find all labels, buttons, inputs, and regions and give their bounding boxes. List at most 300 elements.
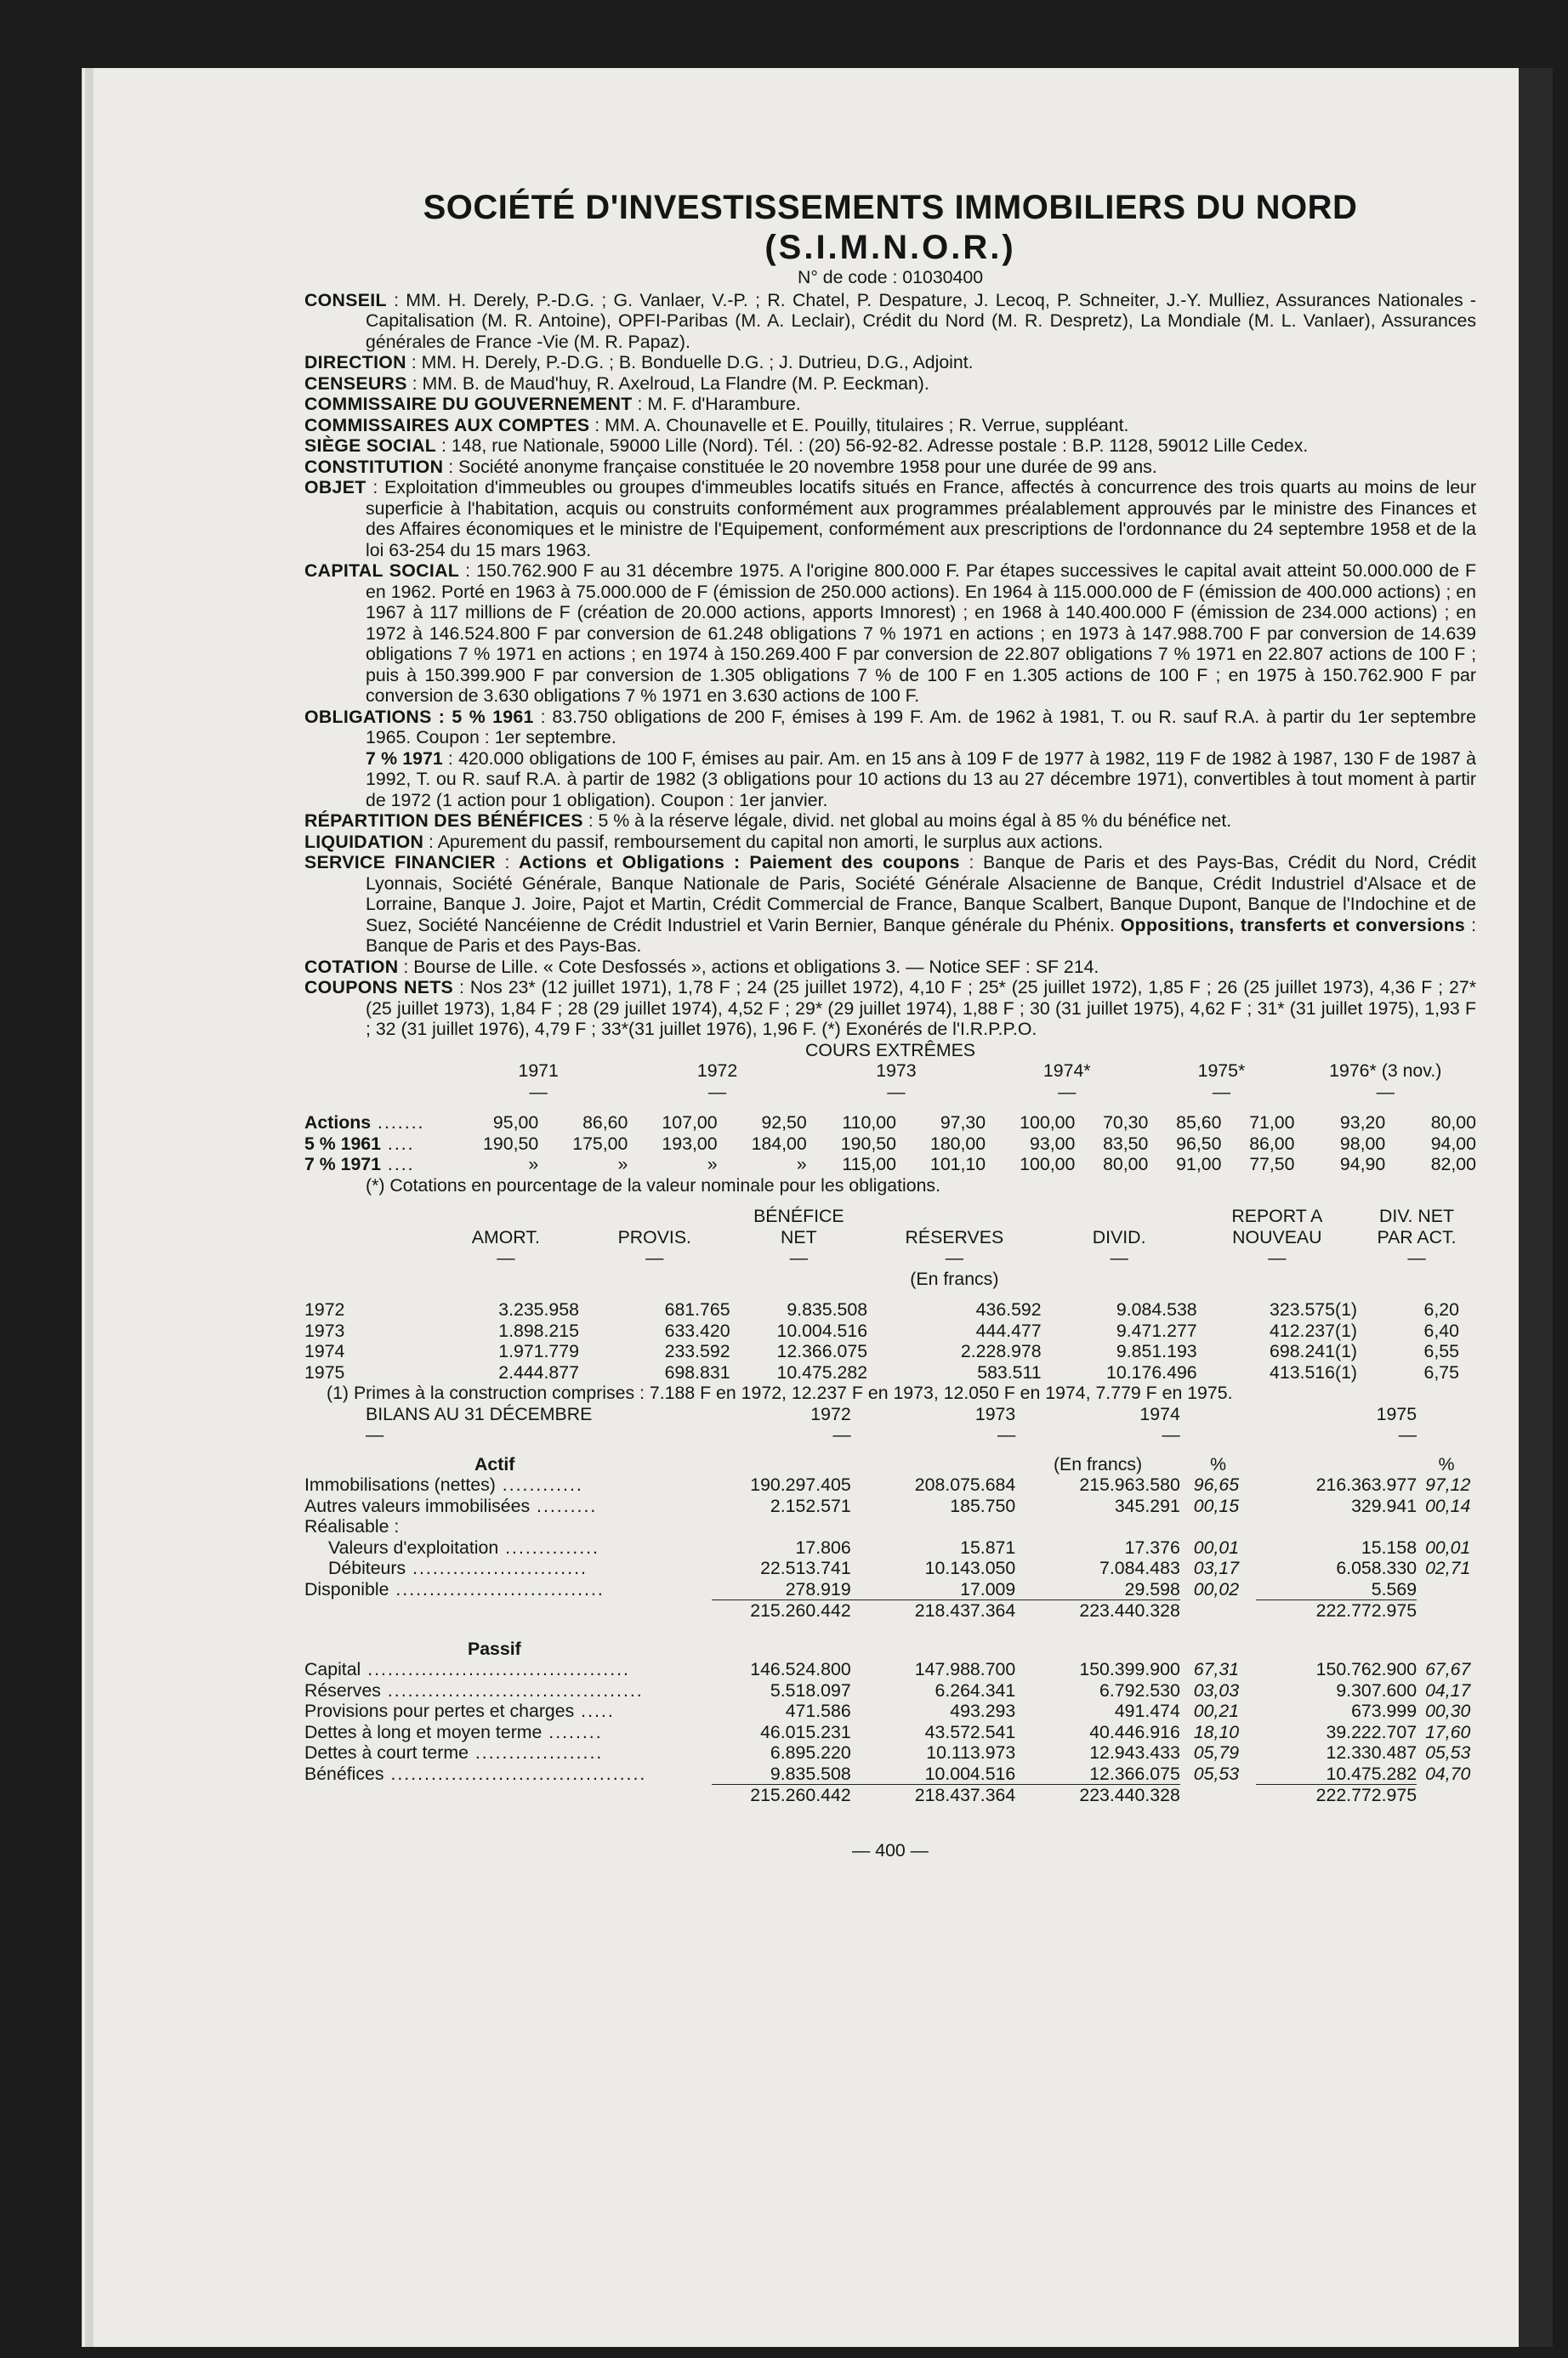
leader-dots: ..... [574,1701,615,1721]
bilans-value [1015,1516,1180,1537]
results-value: 583.511 [977,1361,1042,1383]
bilans-pct-value [1180,1516,1257,1537]
bilans-blank [1417,1600,1476,1622]
bilans-pct-value: 00,01 [1193,1537,1240,1558]
results-corner [304,1269,433,1290]
cours-label: 7 % 1971 [304,1154,381,1174]
cours-value: 91,00 [1176,1154,1222,1174]
bilans-years-row [304,1404,1476,1425]
bilans-row [304,1742,1476,1764]
bilans-row [304,1764,1476,1785]
bilans-value: 40.446.916 [1089,1721,1180,1742]
bilans-table [304,1404,1476,1806]
section-bold: Oppositions, transferts et conversions [1120,914,1466,935]
row-label: Provisions pour pertes et charges [304,1701,575,1721]
bilans-pct-value: 96,65 [1193,1474,1240,1495]
row-label: Valeurs d'exploitation [328,1537,499,1558]
company-sections [304,290,1476,748]
leader-dots: ............ [495,1474,583,1495]
results-value: 10.004.516 [776,1320,868,1341]
row-label: Disponible [304,1578,389,1599]
cours-year: 1976* (3 nov.) [1329,1060,1442,1081]
results-value: 10.176.496 [1106,1361,1197,1383]
section-label: 7 % 1971 [366,747,443,769]
results-header: DIVID. [1092,1226,1146,1247]
bilans-blank [1180,1600,1257,1622]
section-label: DIRECTION [304,352,406,372]
section-1 [304,352,1476,373]
results-header: NOUVEAU [1232,1226,1322,1247]
cours-value: 175,00 [572,1133,628,1154]
results-value: 6,75 [1423,1361,1459,1383]
cours-row-label [304,1112,449,1134]
section-label: OBLIGATIONS : 5 % 1961 [304,706,534,727]
row-label: Immobilisations (nettes) [304,1474,496,1495]
cours-value: 77,50 [1249,1154,1295,1174]
dash: — [1398,1424,1417,1445]
bilans-row-label [304,1701,712,1722]
bilans-year: 1972 [810,1403,851,1424]
dash: — [997,1424,1016,1445]
dash: — [529,1081,548,1102]
results-note: (1) Primes à la construction comprises : 7.188 F en 1972, 12.237 F en 1973, 12.050 F en 1974, 7.779 F en 1975. [327,1383,1233,1403]
bilans-value: 46.015.231 [760,1721,851,1742]
cours-value: 95,00 [492,1112,539,1133]
results-value: 9.084.538 [1116,1299,1197,1320]
bilans-total: 218.437.364 [914,1600,1016,1621]
bilans-value: 10.143.050 [924,1558,1016,1578]
bilans-value: 150.762.900 [1315,1659,1417,1679]
bilans-value: 43.572.541 [924,1721,1016,1742]
bilans-value: 22.513.741 [760,1558,851,1578]
bilans-value: 9.307.600 [1336,1679,1417,1701]
row-label: Bénéfices [304,1763,384,1784]
section-text: : Exploitation d'immeubles ou groupes d'immeubles locatifs situés en France, affectés à concurrence des trois quarts au moins de leur superficie à l'habitation, acquis ou construits conformément aux programmes préalablement approuvés par le ministre des Finances et des Affaires économiques et le ministre de l'Equipement, conformément aux prescriptions de l'ordonnance du 24 septembre 1958 et de la loi 63-254 du 15 mars 1963. [366,477,1476,560]
cours-row-label [304,1154,449,1175]
section-label: OBJET [304,477,366,497]
bilans-pct: % [1438,1453,1455,1474]
cours-value: 100,00 [1020,1112,1076,1133]
bilans-pct-value: 00,14 [1425,1495,1471,1516]
spacer [304,1289,1476,1299]
cours-year: 1971 [518,1060,559,1081]
section-text: : MM. H. Derely, P.-D.G. ; G. Vanlaer, V.-P. ; R. Chatel, P. Despature, J. Lecoq, P. Schneiter, J.-Y. Mulliez, Assurances Nationales - Capitalisation (M. R. Antoine), OPFI-Paribas (M. A. Leclair), Crédit du Nord (M. R. Despretz), La Mondiale (M. L. Vanlaer), Assurances générales de France -Vie (M. R. Papaz). [366,289,1476,352]
spacer [304,1622,1476,1639]
results-unit: (En francs) [910,1268,999,1289]
bilans-value: 5.518.097 [770,1679,851,1701]
cours-value: 86,60 [582,1112,628,1133]
results-value: 1.971.779 [498,1341,579,1361]
bilans-row [304,1579,1476,1600]
section-text: : MM. B. de Maud'huy, R. Axelroud, La Flandre (M. P. Eeckman). [406,372,929,394]
dash: — [645,1247,664,1268]
spacer-row [304,1289,1476,1299]
results-corner [304,1206,433,1227]
cours-label: Actions [304,1112,372,1133]
bilans-row [304,1496,1476,1517]
section-text: : Apurement du passif, remboursement du capital non amorti, le surplus aux actions. [423,831,1104,852]
document-body [304,187,1476,1861]
results-header-top [433,1206,579,1227]
bilans-blank [1180,1404,1257,1425]
bilans-value: 6.058.330 [1336,1558,1417,1578]
bilans-value [712,1516,851,1537]
results-value: 698.241(1) [1270,1341,1358,1361]
bilans-value: 12.330.487 [1326,1742,1417,1763]
bilans-pct-value: 05,79 [1193,1742,1240,1763]
results-year: 1972 [304,1299,345,1320]
leader-dots: ......... [530,1495,598,1516]
section-text: : 150.762.900 F au 31 décembre 1975. A l'origine 800.000 F. Par étapes successives le capital avait atteint 50.000.000 de F en 1962. Porté en 1963 à 75.000.000 de F (émission de 250.000 actions). En 1964 à 115.000.000 de F (émission de 400.000 actions) ; en 1967 à 117 millions de F (création de 20.000 actions, apports Imnorest) ; en 1968 à 140.400.000 F (émission de 234.000 actions) ; en 1972 à 146.524.800 F par conversion de 61.248 obligations 7 % 1971 en actions ; en 1973 à 147.988.700 F par conversion de 14.639 obligations 7 % 1971 en actions ; en 1974 à 150.269.400 F par conversion de 22.807 obligations 7 % 1971 en 22.807 actions de 100 F ; puis à 150.399.900 F par conversion de 1.305 obligations 7 % de 100 F en 1.305 actions de 100 F ; en 1975 à 150.762.900 F par conversion de 3.630 obligations 7 % 1971 en 3.630 actions de 100 F. [366,560,1476,706]
bilans-value: 208.075.684 [914,1474,1016,1495]
bilans-pct-value: 02,71 [1425,1558,1471,1578]
results-unit-row [304,1269,1476,1290]
results-value: 9.471.277 [1116,1320,1197,1341]
cours-value: » [796,1154,807,1174]
spacer-row [304,1446,1476,1454]
bilans-value: 329.941 [1351,1495,1417,1516]
section-label: SERVICE FINANCIER [304,852,496,872]
bilans-blank [1417,1785,1476,1806]
results-table [304,1206,1476,1383]
cours-value: 184,00 [751,1133,807,1154]
bilans-row [304,1659,1476,1680]
row-label: Réserves [304,1679,381,1701]
cours-corner [304,1060,449,1082]
bilans-row [304,1537,1476,1559]
section-text: : Bourse de Lille. « Cote Desfossés », actions et obligations 3. — Notice SEF : SF 214. [398,956,1099,977]
bilans-row-label [304,1474,712,1496]
dash: — [789,1247,808,1268]
bilans-value: 29.598 [1124,1578,1180,1599]
bilans-value: 471.586 [785,1701,851,1721]
dash: — [887,1081,906,1102]
bilans-value: 15.871 [960,1537,1016,1558]
results-value: 633.420 [664,1320,730,1341]
cours-year: 1972 [696,1060,738,1081]
bilans-value: 10.475.282 [1326,1763,1417,1784]
cours-value: 190,50 [483,1133,539,1154]
results-corner [304,1227,433,1248]
results-header-top [1042,1206,1197,1227]
bilans-value: 185.750 [950,1495,1016,1516]
bilans-row-label [304,1516,712,1537]
cours-year: 1975* [1197,1060,1246,1081]
cours-value: 97,30 [940,1112,986,1133]
bilans-value: 17.806 [795,1537,851,1558]
bilans-total: 223.440.328 [1079,1785,1180,1805]
results-header: NET [781,1226,817,1247]
results-year: 1974 [304,1341,345,1361]
results-year: 1973 [304,1320,345,1341]
leader-dots: ...................................... [380,1679,644,1701]
bilans-value: 6.264.341 [935,1679,1016,1701]
dash: — [945,1247,963,1268]
cours-dash-row [304,1082,1476,1103]
bilans-total: 215.260.442 [750,1600,851,1621]
cours-year: 1973 [876,1060,917,1081]
results-value: 1.898.215 [498,1320,579,1341]
bilans-blank [304,1785,712,1806]
bilans-value: 216.363.977 [1315,1474,1417,1495]
passif-label: Passif [468,1638,521,1659]
section-text: : Nos 23* (12 juillet 1971), 1,78 F ; 24 (25 juillet 1972), 4,10 F ; 25* (25 juillet 1972), 1,85 F ; 26 (25 juillet 1973), 4,36 F ; 27* (25 juillet 1973), 1,84 F ; 28 (29 juillet 1974), 4,52 F ; 29* (29 juillet 1974), 1,88 F ; 30 (31 juillet 1975), 4,62 F ; 31* (31 juillet 1975), 1,93 F ; 32 (31 juillet 1976), 4,79 F ; 33*(31 juillet 1976), 1,96 F. (*) Exonérés de l'I.R.P.P.O. [366,977,1477,1039]
section-text: : 83.750 obligations de 200 F, émises à 199 F. Am. de 1962 à 1981, T. ou R. sauf R.A. à partir du 1er septembre 1965. Coupon : 1er septembre. [366,706,1476,747]
cours-value: 92,50 [761,1112,807,1133]
row-label: Dettes à long et moyen terme [304,1721,543,1742]
row-label: Autres valeurs immobilisées [304,1495,531,1516]
bilans-value: 6.895.220 [770,1742,851,1763]
cours-row [304,1134,1476,1155]
row-label: Réalisable : [304,1516,400,1537]
cours-label: 5 % 1961 [304,1133,381,1154]
section-text: : Banque de Paris et des Pays-Bas, Crédit du Nord, Crédit Lyonnais, Société Générale, Banque Nationale de Paris, Société Générale Alsacienne de Banque, Crédit Industriel d'Alsace et de Lorraine, Banque J. Joire, Pajot et Martin, Crédit Commercial de France, Banque Scalbert, Banque Dupont, Banque de l'Indochine et de Suez, Société Nancéienne de Crédit Industriel et Varin Bernier, Banque générale du Phénix. [366,852,1476,935]
bilans-row [304,1722,1476,1743]
results-value: 412.237(1) [1270,1320,1358,1341]
results-value: 444.477 [975,1320,1042,1341]
bilans-blank [1256,1454,1417,1475]
cours-value: 110,00 [842,1112,896,1133]
bilans-pct-value: 00,21 [1193,1701,1240,1721]
bilans-row-label [304,1764,712,1785]
results-value: 413.516(1) [1270,1361,1358,1383]
results-row [304,1362,1476,1384]
section2-4 [304,977,1476,1040]
leader-dots: ............................... [389,1578,605,1599]
bilans-pct-value: 05,53 [1193,1763,1240,1784]
company-sections-2 [304,810,1476,1040]
bilans-value: 150.399.900 [1079,1659,1180,1679]
cours-value: » [707,1154,718,1174]
results-value: 12.366.075 [776,1341,868,1361]
bilans-pct-value: 18,10 [1193,1721,1240,1742]
bilans-dash-row [304,1424,1476,1446]
cours-years-row [304,1060,1476,1082]
bilans-value: 12.943.433 [1089,1742,1180,1763]
bilans-value: 6.792.530 [1099,1679,1180,1701]
obligation-7pct-1971 [304,748,1476,811]
cours-value: 85,60 [1176,1112,1222,1133]
section-text: : Société anonyme française constituée le 20 novembre 1958 pour une durée de 99 ans. [443,456,1157,477]
dash: — [1268,1247,1287,1268]
bilans-actif-header [304,1454,1476,1475]
cours-value: » [617,1154,628,1174]
results-header: RÉSERVES [905,1226,1004,1247]
section-4 [304,415,1476,436]
section2-3 [304,957,1476,978]
results-dash-row [304,1247,1476,1269]
bilans-value: 17.009 [960,1578,1016,1599]
section-0 [304,290,1476,353]
code-number: N° de code : 01030400 [797,267,984,287]
section-7 [304,477,1476,560]
results-value: 9.835.508 [787,1299,868,1320]
bilans-row-label [304,1742,712,1764]
leader-dots: ...................................... [383,1763,647,1784]
results-value: 6,40 [1423,1320,1459,1341]
leader-dots: .... [381,1154,415,1174]
bilans-pct-value: 00,30 [1425,1701,1471,1721]
leader-dots: ........ [542,1721,603,1742]
dash: — [1376,1081,1395,1102]
section-bold: Actions et Obligations : Paiement des coupons [519,852,960,872]
bilans-blank [851,1454,1016,1475]
section-6 [304,457,1476,478]
bilans-value: 278.919 [785,1578,851,1599]
bilans-pct-value: 00,15 [1193,1495,1240,1516]
section2-1 [304,832,1476,853]
spacer-row [304,1622,1476,1639]
bilans-pct-value: 03,17 [1193,1558,1240,1578]
bilans-pct-value: 00,02 [1193,1578,1240,1599]
section-3 [304,394,1476,415]
results-value: 436.592 [975,1299,1042,1320]
section-label: COUPONS NETS [304,977,454,997]
page-number: — 400 — [852,1839,929,1861]
dash: — [1110,1247,1128,1268]
dash: — [1162,1424,1180,1445]
section-text: : Banque de Paris et des Pays-Bas. [366,914,1476,956]
bilans-pct-value: 04,70 [1425,1763,1471,1784]
results-value: 698.831 [664,1361,730,1383]
bilans-row-label [304,1558,712,1579]
cours-value: 190,50 [840,1133,896,1154]
cours-value: 80,00 [1430,1112,1476,1133]
bilans-value: 215.963.580 [1079,1474,1180,1495]
results-value: 2.228.978 [960,1341,1042,1361]
cours-year: 1974* [1042,1060,1091,1081]
bilans-row-label [304,1579,712,1600]
bilans-row [304,1474,1476,1496]
bilans-row [304,1516,1476,1537]
section-label: SIÈGE SOCIAL [304,435,437,456]
section-label: COMMISSAIRE DU GOUVERNEMENT [304,394,633,414]
results-header-top: DIV. NET [1379,1206,1454,1226]
cours-value: 98,00 [1339,1133,1386,1154]
cours-value: 101,10 [929,1154,986,1174]
page-binding-edge [85,68,94,2347]
cours-value: 180,00 [929,1133,986,1154]
results-header-top [867,1206,1042,1227]
cours-value: 71,00 [1249,1112,1295,1133]
bilans-pct-value: 05,53 [1425,1742,1471,1763]
bilans-value: 5.569 [1371,1578,1417,1599]
results-header-top [579,1206,730,1227]
cours-value: 115,00 [842,1154,896,1174]
bilans-row-label [304,1722,712,1743]
bilans-value [851,1516,1016,1537]
section-text: : [495,852,520,872]
results-row [304,1321,1476,1342]
section2-2 [304,852,1476,957]
section-label: RÉPARTITION DES BÉNÉFICES [304,810,583,831]
document-title: SOCIÉTÉ D'INVESTISSEMENTS IMMOBILIERS DU NORD [423,189,1358,226]
bilans-value: 493.293 [950,1701,1016,1721]
results-header-top: BÉNÉFICE [753,1206,844,1226]
cours-table [304,1060,1476,1175]
cours-value: 83,50 [1103,1133,1149,1154]
results-value: 323.575(1) [1270,1299,1358,1320]
results-header: PAR ACT. [1377,1226,1457,1247]
dash: — [1407,1247,1426,1268]
bilans-row-label [304,1496,712,1517]
bilans-value: 39.222.707 [1326,1721,1417,1742]
bilans-pct-value [1417,1579,1476,1600]
bilans-row-label [304,1659,712,1680]
bilans-pct-value: 67,31 [1193,1659,1240,1679]
bilans-value: 190.297.405 [750,1474,851,1495]
results-value: 10.475.282 [776,1361,868,1383]
section-5 [304,435,1476,457]
cours-value: 86,00 [1249,1133,1295,1154]
section-text: : M. F. d'Harambure. [632,394,801,414]
results-value: 233.592 [664,1341,730,1361]
section2-0 [304,810,1476,832]
document-subtitle: (S.I.M.N.O.R.) [764,229,1016,266]
cours-value: 100,00 [1020,1154,1076,1174]
results-value: 3.235.958 [498,1299,579,1320]
results-header-row-2 [304,1227,1476,1248]
section-text: : 148, rue Nationale, 59000 Lille (Nord). Tél. : (20) 56-92-82. Adresse postale : B.P. 1128, 59012 Lille Cedex. [436,435,1309,456]
dash: — [1058,1081,1077,1102]
cours-value: 93,20 [1339,1112,1386,1133]
row-label: Dettes à court terme [304,1742,469,1763]
results-header-top: REPORT A [1231,1206,1323,1226]
bilans-value: 2.152.571 [770,1495,851,1516]
cours-value: 94,00 [1430,1133,1476,1154]
cours-value: 193,00 [662,1133,718,1154]
dash: — [1212,1081,1231,1102]
bilans-value: 7.084.483 [1099,1558,1180,1578]
bilans-value: 10.113.973 [926,1742,1016,1763]
bilans-value: 147.988.700 [914,1659,1016,1679]
results-header: PROVIS. [617,1226,691,1247]
cours-row [304,1154,1476,1175]
section-label: CONSTITUTION [304,456,444,477]
section-text: : MM. H. Derely, P.-D.G. ; B. Bonduelle D.G. ; J. Dutrieu, D.G., Adjoint. [406,352,974,372]
cours-note: (*) Cotations en pourcentage de la valeur nominale pour les obligations. [366,1174,940,1196]
section-label: CAPITAL SOCIAL [304,560,460,581]
bilans-value: 345.291 [1114,1495,1180,1516]
bilans-year: 1975 [1376,1403,1417,1424]
bilans-value: 9.835.508 [770,1763,851,1784]
dash: — [832,1424,851,1445]
cours-value: 93,00 [1030,1133,1076,1154]
section-label: LIQUIDATION [304,831,424,852]
section-label: CENSEURS [304,372,407,394]
row-label: Débiteurs [328,1558,406,1578]
section-text: : MM. A. Chounavelle et E. Pouilly, titulaires ; R. Verrue, suppléant. [589,414,1129,435]
results-row [304,1341,1476,1362]
dash: — [707,1081,727,1102]
section-text: : 5 % à la réserve légale, divid. net global au moins égal à 85 % du bénéfice net. [582,810,1232,831]
cours-value: 96,50 [1176,1133,1222,1154]
bilans-unit: (En francs) [1053,1453,1143,1474]
bilans-pct: % [1210,1453,1227,1474]
bilans-value: 12.366.075 [1089,1763,1180,1784]
cours-value: 94,90 [1339,1154,1386,1174]
section-9 [304,707,1476,748]
spacer-row [304,1102,1476,1112]
cours-value: » [528,1154,539,1174]
results-row [304,1299,1476,1321]
cours-value: 80,00 [1103,1154,1149,1174]
bilans-total: 218.437.364 [914,1785,1016,1805]
bilans-value: 10.004.516 [924,1763,1016,1784]
results-value: 9.851.193 [1116,1341,1197,1361]
bilans-row [304,1558,1476,1579]
dash [1180,1424,1257,1446]
